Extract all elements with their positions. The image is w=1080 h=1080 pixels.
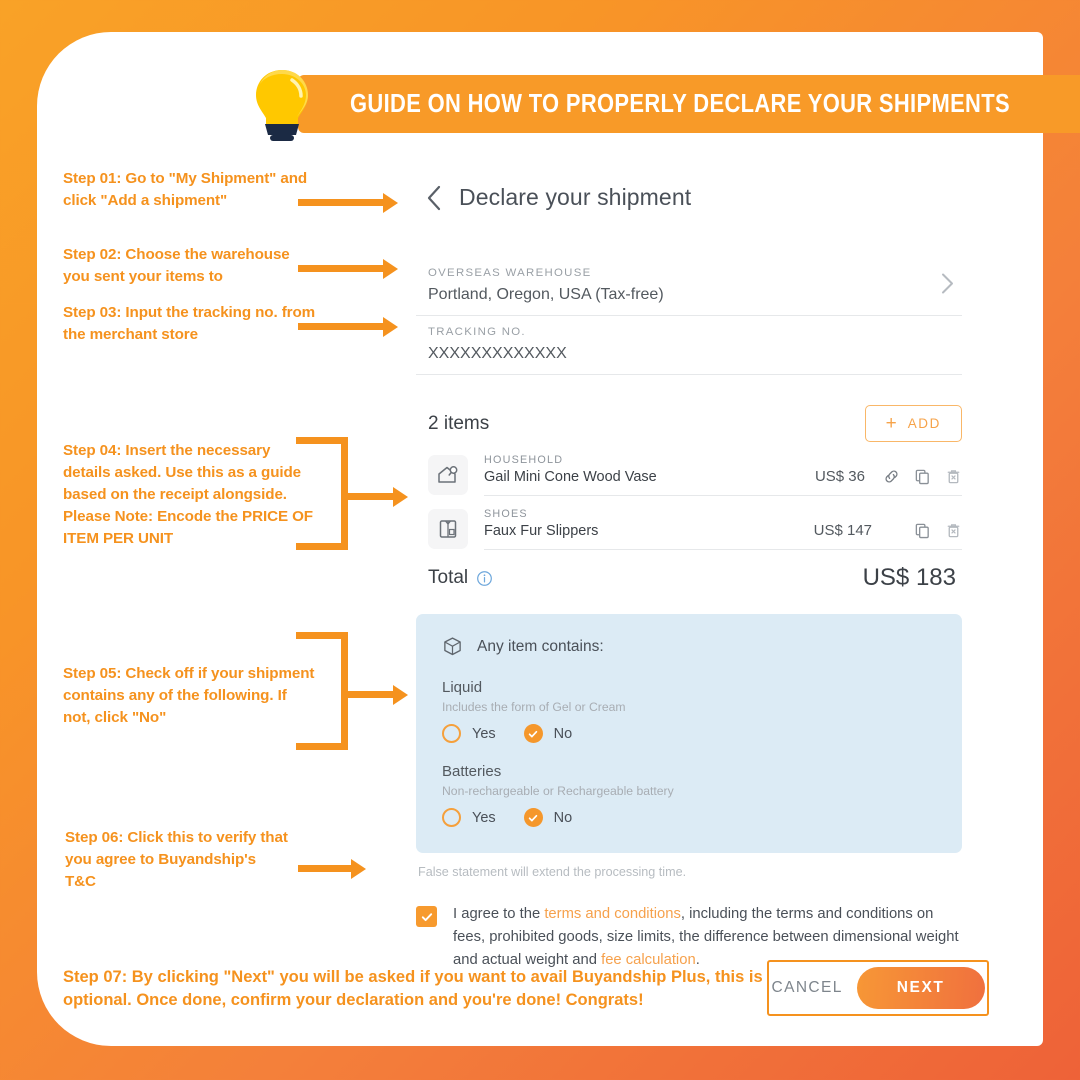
- package-icon: [442, 636, 463, 657]
- step-03-text: Step 03: Input the tracking no. from the merchant store: [63, 304, 316, 343]
- bracket-step-05: [296, 632, 348, 750]
- false-statement-note: False statement will extend the processing time.: [418, 865, 687, 879]
- item-details: [484, 508, 962, 550]
- liquid-yes-option[interactable]: [442, 724, 496, 743]
- table-row[interactable]: [416, 454, 962, 496]
- radio-selected-check-icon[interactable]: [524, 724, 543, 743]
- bracket-step-04: [296, 437, 348, 550]
- step-01-text: Step 01: Go to "My Shipment" and click "Add a shipment": [63, 170, 308, 209]
- items-count: 2 items: [428, 412, 490, 434]
- radio-selected-check-icon[interactable]: [524, 808, 543, 827]
- total-label: Total: [428, 567, 469, 588]
- question-subtitle: Non-rechargeable or Rechargeable battery: [442, 784, 674, 798]
- info-icon[interactable]: [476, 570, 493, 587]
- step-04-text: Step 04: Insert the necessary details asked. Use this as a guide based on the receipt alongside. Please Note: Encode the PRICE OF ITEM PER UNIT: [63, 442, 313, 547]
- tracking-input[interactable]: XXXXXXXXXXXXX: [428, 345, 567, 362]
- item-category: SHOES: [484, 508, 528, 520]
- delete-icon[interactable]: [945, 468, 962, 485]
- option-label: Yes: [472, 725, 496, 742]
- contains-heading: Any item contains:: [477, 637, 604, 655]
- step-02-text: Step 02: Choose the warehouse you sent your items to: [63, 246, 290, 285]
- question-title: Liquid: [442, 679, 483, 696]
- next-button[interactable]: NEXT: [857, 967, 985, 1009]
- items-header: [416, 405, 962, 442]
- chevron-right-icon[interactable]: [941, 273, 954, 300]
- radio-unselected-icon[interactable]: [442, 808, 461, 827]
- house-search-icon: [428, 455, 468, 495]
- option-label: Yes: [472, 809, 496, 826]
- add-button-label: ADD: [907, 416, 941, 431]
- declare-shipment-panel: [416, 176, 962, 972]
- warehouse-value: Portland, Oregon, USA (Tax-free): [428, 286, 664, 303]
- question-batteries: [442, 763, 936, 827]
- contains-panel: [416, 614, 962, 853]
- warehouse-field[interactable]: [416, 257, 962, 316]
- footer-button-box: [767, 960, 989, 1016]
- garment-icon: [428, 509, 468, 549]
- step-06-text: Step 06: Click this to verify that you agree to Buyandship's T&C: [65, 829, 288, 890]
- copy-icon[interactable]: [914, 468, 931, 485]
- batteries-no-option[interactable]: [524, 808, 573, 827]
- add-item-button[interactable]: [865, 405, 962, 442]
- agreement-part3: .: [695, 952, 700, 968]
- radio-unselected-icon[interactable]: [442, 724, 461, 743]
- item-name: Faux Fur Slippers: [484, 523, 599, 539]
- cancel-button[interactable]: CANCEL: [771, 979, 843, 996]
- total-row: [416, 550, 962, 592]
- banner-bar: [298, 75, 1080, 133]
- tracking-field[interactable]: [416, 316, 962, 375]
- copy-icon[interactable]: [914, 522, 931, 539]
- chevron-left-icon[interactable]: [426, 185, 441, 211]
- option-label: No: [553, 809, 573, 826]
- agreement-checkbox[interactable]: [416, 906, 437, 927]
- banner-title: GUIDE ON HOW TO PROPERLY DECLARE YOUR SHIPMENTS: [350, 89, 1010, 118]
- app-header: [416, 176, 962, 211]
- question-liquid: [442, 679, 936, 743]
- total-value: US$ 183: [862, 564, 956, 591]
- agreement-part2: , including the terms and conditions on fees, prohibited goods, size limits, the difference between dimensional weight and actual weight and: [453, 906, 959, 968]
- terms-and-conditions-link[interactable]: terms and conditions: [544, 906, 681, 922]
- link-icon[interactable]: [883, 468, 900, 485]
- header-banner: [248, 68, 1080, 140]
- plus-icon: +: [885, 413, 897, 434]
- delete-icon[interactable]: [945, 522, 962, 539]
- lightbulb-icon: [248, 66, 316, 142]
- item-category: HOUSEHOLD: [484, 454, 564, 466]
- item-details: [484, 454, 962, 496]
- item-actions: [814, 522, 962, 539]
- liquid-no-option[interactable]: [524, 724, 573, 743]
- agreement-part1: I agree to the: [453, 906, 545, 922]
- contains-heading-row: [442, 636, 936, 657]
- item-actions: [815, 468, 962, 485]
- step-07-text: Step 07: By clicking "Next" you will be asked if you want to avail Buyandship Plus, this is optional. Once done, confirm your declaration and you're done! Congrats!: [63, 968, 763, 1009]
- option-label: No: [553, 725, 573, 742]
- question-subtitle: Includes the form of Gel or Cream: [442, 700, 626, 714]
- table-row[interactable]: [416, 508, 962, 550]
- item-price: US$ 147: [813, 522, 872, 539]
- question-title: Batteries: [442, 763, 502, 780]
- item-price: US$ 36: [814, 468, 865, 485]
- warehouse-label: OVERSEAS WAREHOUSE: [428, 267, 592, 279]
- tracking-label: TRACKING NO.: [428, 326, 526, 338]
- page-title: Declare your shipment: [459, 184, 692, 210]
- fee-calculation-link[interactable]: fee calculation: [601, 952, 696, 968]
- batteries-yes-option[interactable]: [442, 808, 496, 827]
- item-name: Gail Mini Cone Wood Vase: [484, 469, 657, 485]
- step-05-text: Step 05: Check off if your shipment contains any of the following. If not, click "No": [63, 665, 315, 726]
